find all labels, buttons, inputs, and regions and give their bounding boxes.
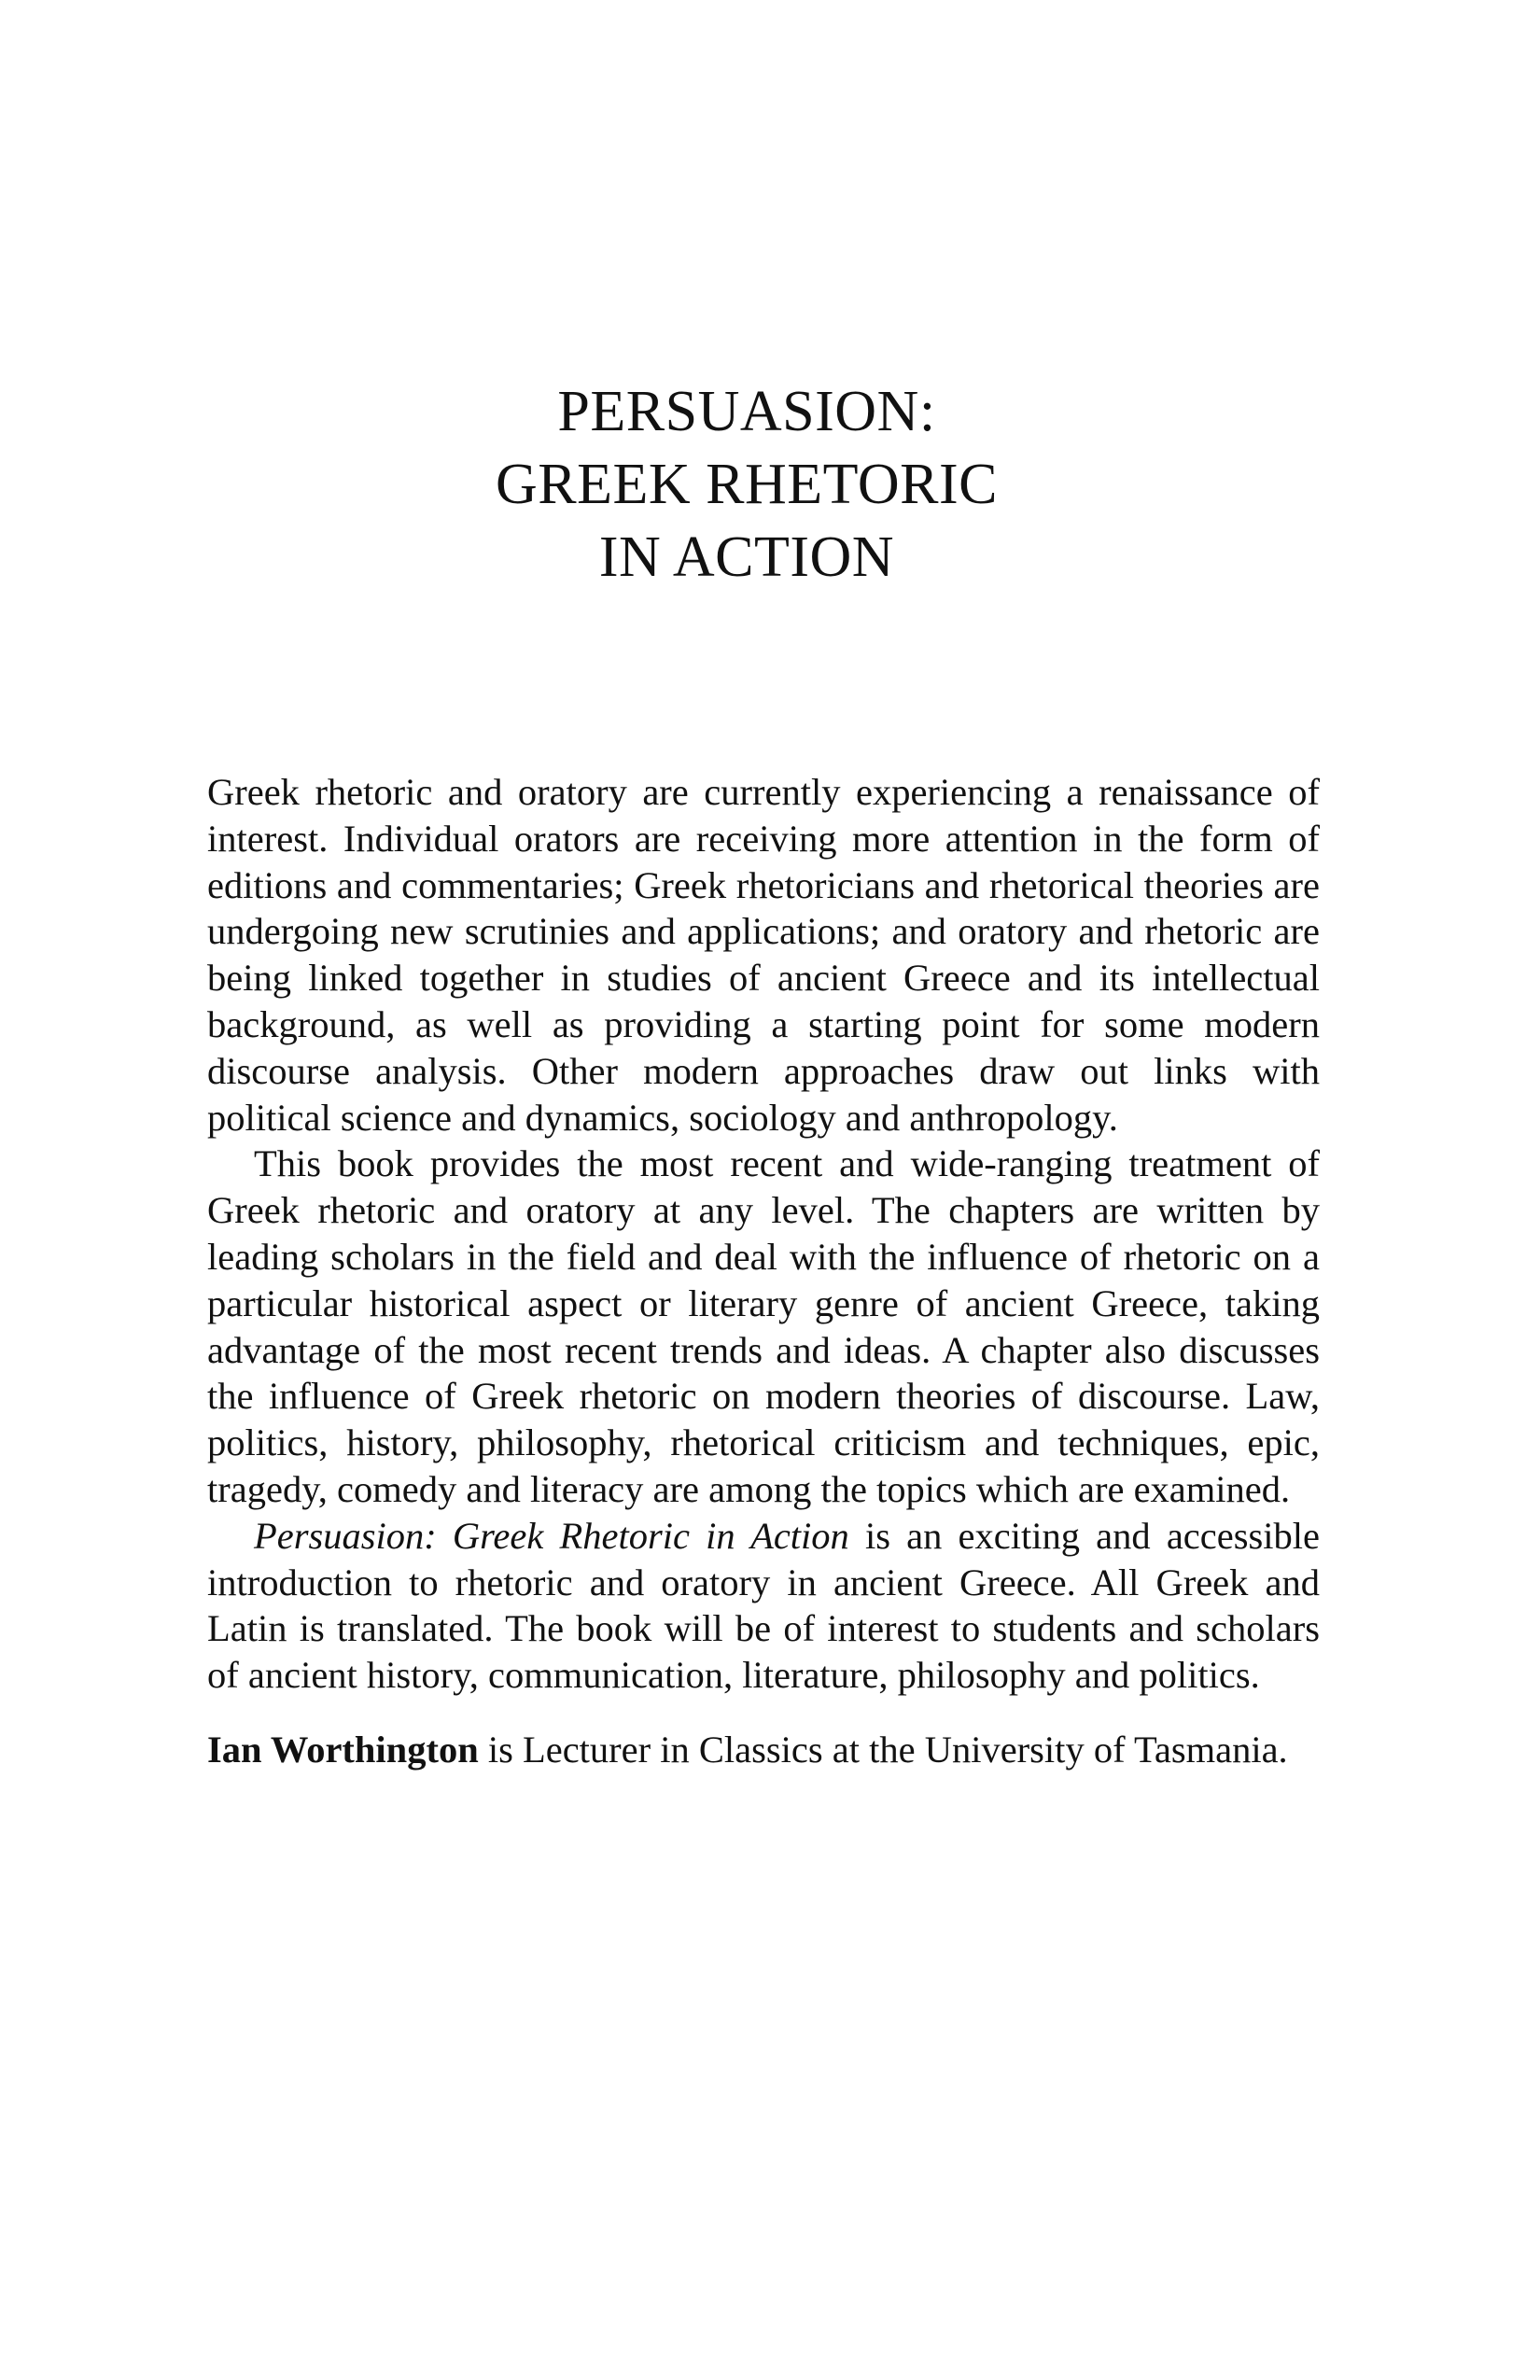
description-paragraph-3: [207, 1513, 1320, 1699]
author-bio: [207, 1727, 1320, 1773]
description-paragraph-1: Greek rhetoric and oratory are currently experiencing a renaissance of interest. Individual orators are receiving more attention in the form of editions and commentaries; Greek rhetoricians and rhetorical theories are undergoing new scrutinies and applications; and oratory and rhetoric are being linked together in studies of ancient Greece and its intellectual background, as well as providing a starting point for some modern discourse analysis. Other modern approaches draw out links with political science and dynamics, sociology and anthropology.: [207, 771, 1320, 1139]
title-line-1: PERSUASION:: [557, 380, 936, 443]
description-paragraph-2: This book provides the most recent and wide-ranging treatment of Greek rhetoric and oratory at any level. The chapters are written by leading scholars in the field and deal with the influence of rhetoric on a particular historical aspect or literary genre of ancient Greece, taking advantage of the most recent trends and ideas. A chapter also discusses the influence of Greek rhetoric on modern theories of discourse. Law, politics, history, philosophy, rhetorical criticism and techniques, epic, tragedy, comedy and literacy are among the topics which are examined.: [207, 1142, 1320, 1510]
book-title: [0, 375, 1493, 594]
author-name: Ian Worthington: [207, 1728, 479, 1771]
description-paragraph-3-text: is an exciting and accessible introduction to rhetoric and oratory in ancient Greece. All Greek and Latin is translated. The book will be of interest to students and scholars of ancient history, communication, literature, philosophy and politics.: [207, 1514, 1320, 1697]
book-description: [207, 769, 1320, 1773]
title-line-3: IN ACTION: [598, 525, 895, 589]
title-line-2: GREEK RHETORIC: [495, 453, 999, 516]
book-title-italic: Persuasion: Greek Rhetoric in Action: [254, 1514, 849, 1557]
author-bio-text: is Lecturer in Classics at the University of Tasmania.: [478, 1728, 1288, 1771]
